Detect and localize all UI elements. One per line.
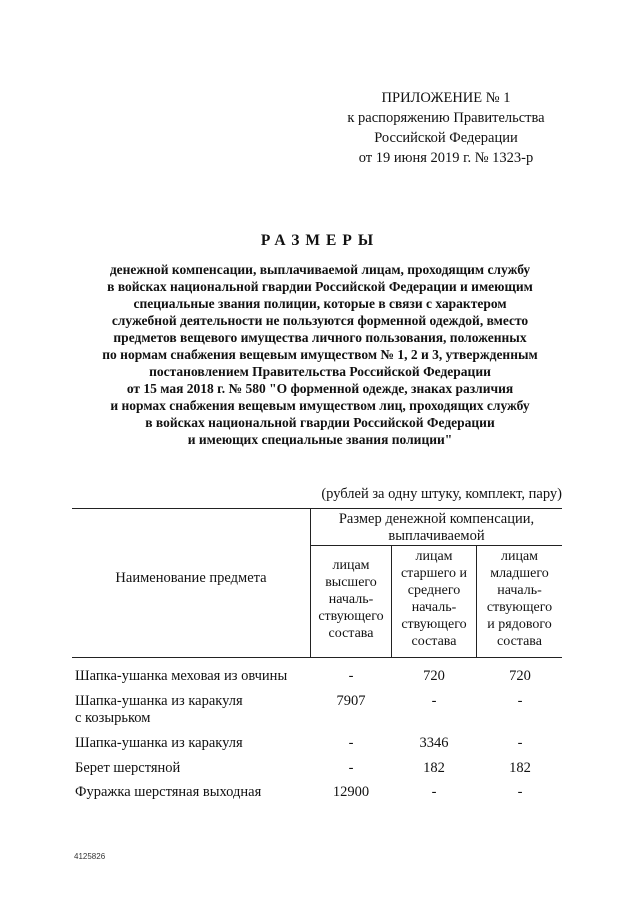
value-middle: 720 <box>423 668 445 684</box>
subtitle-line: и имеющих специальные звания полиции" <box>187 432 453 447</box>
value-senior: - <box>348 735 354 751</box>
subtitle-line: служебной деятельности не пользуются форменной одеждой, вместо <box>111 313 529 328</box>
value-middle: - <box>431 784 437 800</box>
appendix-line: к распоряжению Правительства <box>347 110 545 126</box>
column-header-senior-command: лицам высшего началь- ствующего состава <box>318 558 384 641</box>
item-name: Фуражка шерстяная выходная <box>75 784 262 800</box>
subtitle-line: от 15 мая 2018 г. № 580 "О форменной одежде, знаках различия <box>126 381 514 396</box>
value-middle: - <box>431 693 437 709</box>
document-subtitle <box>60 261 580 448</box>
value-junior: 720 <box>509 668 531 684</box>
item-name: Шапка-ушанка из каракуля с козырьком <box>75 693 243 726</box>
column-header-middle-command: лицам старшего и среднего началь- ствующего состава <box>400 549 468 649</box>
subtitle-line: в войсках национальной гвардии Российской Федерации <box>145 415 495 430</box>
document-code: 4125826 <box>74 852 106 861</box>
subtitle-line: по нормам снабжения вещевым имуществом № 1, 2 и 3, утвержденным <box>102 347 538 362</box>
appendix-block <box>330 88 562 168</box>
value-middle: 3346 <box>419 735 449 751</box>
subtitle-line: постановлением Правительства Российской Федерации <box>149 364 491 379</box>
subtitle-line: специальные звания полиции, которые в связи с характером <box>133 296 507 311</box>
group-header <box>311 511 562 545</box>
column-header-item-name: Наименование предмета <box>115 570 267 586</box>
group-header-rule <box>310 545 562 546</box>
value-senior: 12900 <box>332 784 370 800</box>
appendix-line: Российской Федерации <box>374 130 518 146</box>
item-name: Шапка-ушанка меховая из овчины <box>75 668 288 684</box>
value-middle: 182 <box>423 760 445 776</box>
value-junior: - <box>517 693 523 709</box>
value-junior: - <box>517 735 523 751</box>
subtitle-line: предметов вещевого имущества личного пользования, положенных <box>113 330 527 345</box>
units-note: (рублей за одну штуку, комплект, пару) <box>321 486 562 502</box>
value-senior: 7907 <box>336 693 366 709</box>
value-senior: - <box>348 760 354 776</box>
item-name: Шапка-ушанка из каракуля <box>75 735 243 751</box>
group-header-line: выплачиваемой <box>388 528 485 544</box>
value-junior: 182 <box>509 760 531 776</box>
item-name: Берет шерстяной <box>75 760 181 776</box>
subtitle-line: в войсках национальной гвардии Российской Федерации и имеющим <box>107 279 533 294</box>
subtitle-line: и нормах снабжения вещевым имуществом лиц, проходящих службу <box>110 398 530 413</box>
group-header-line: Размер денежной компенсации, <box>338 511 535 527</box>
table-top-rule <box>72 508 562 509</box>
subtitle-line: денежной компенсации, выплачиваемой лицам, проходящим службу <box>109 262 531 277</box>
value-junior: - <box>517 784 523 800</box>
header-bottom-rule <box>72 657 562 658</box>
appendix-title: ПРИЛОЖЕНИЕ № 1 <box>381 90 511 106</box>
appendix-date-line: от 19 июня 2019 г. № 1323-р <box>358 150 534 166</box>
value-senior: - <box>348 668 354 684</box>
column-header-junior-command: лицам младшего началь- ствующего и рядового состава <box>486 549 553 649</box>
document-title: РАЗМЕРЫ <box>260 232 380 249</box>
